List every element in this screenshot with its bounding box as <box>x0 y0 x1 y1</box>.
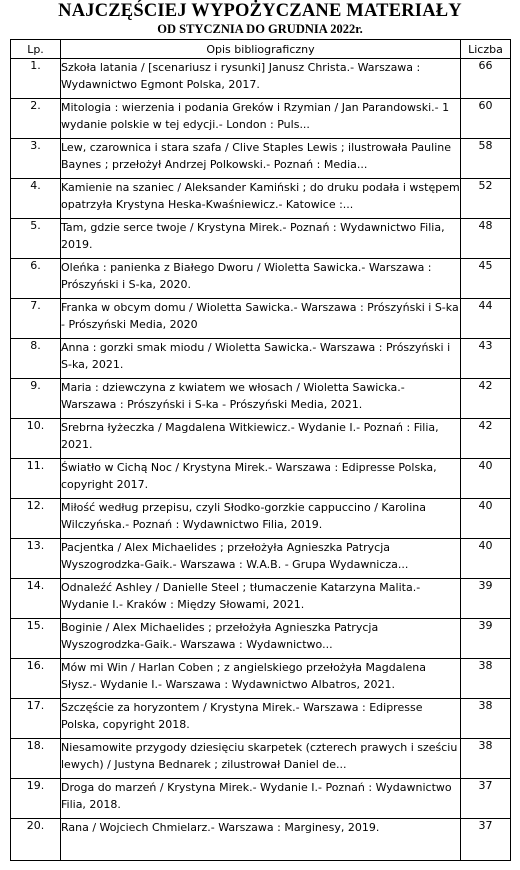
row-number: 12. <box>11 499 61 539</box>
loan-count: 60 <box>461 99 511 139</box>
table-row <box>11 819 511 861</box>
row-description-cell <box>61 219 461 259</box>
loan-count: 44 <box>461 299 511 339</box>
row-number: 19. <box>11 779 61 819</box>
table-row <box>11 419 511 459</box>
bibliographic-description: Pacjentka / Alex Michaelides ; przełożyła Agnieszka Patrycja Wyszogrodzka-Gaik.- Warszawa : W.A.B. - Grupa Wydawnicza... <box>61 541 409 571</box>
loan-count: 40 <box>461 499 511 539</box>
loan-count: 43 <box>461 339 511 379</box>
row-description-cell <box>61 99 461 139</box>
row-description-cell <box>61 299 461 339</box>
bibliographic-description: Szczęście za horyzontem / Krystyna Mirek.- Warszawa : Edipresse Polska, copyright 2018. <box>61 701 423 731</box>
row-description-cell <box>61 619 461 659</box>
column-header-lp: Lp. <box>11 40 61 59</box>
row-description-cell <box>61 739 461 779</box>
table-row <box>11 579 511 619</box>
table-row <box>11 739 511 779</box>
bibliographic-description: Mitologia : wierzenia i podania Greków i Rzymian / Jan Parandowski.- 1 wydanie polskie w tej edycji.- London : Puls... <box>61 101 450 131</box>
bibliographic-description: Lew, czarownica i stara szafa / Clive Staples Lewis ; ilustrowała Pauline Baynes ; przełożył Andrzej Polkowski.- Poznań : Media... <box>61 141 451 171</box>
loan-count: 48 <box>461 219 511 259</box>
table-row <box>11 59 511 99</box>
row-number: 9. <box>11 379 61 419</box>
row-description-cell <box>61 539 461 579</box>
table-header-row <box>11 40 511 59</box>
row-description-cell <box>61 259 461 299</box>
row-number: 10. <box>11 419 61 459</box>
row-number: 13. <box>11 539 61 579</box>
row-number: 17. <box>11 699 61 739</box>
loan-count: 37 <box>461 779 511 819</box>
loan-count: 37 <box>461 819 511 861</box>
row-number: 11. <box>11 459 61 499</box>
table-row <box>11 219 511 259</box>
row-description-cell <box>61 659 461 699</box>
row-description-cell <box>61 779 461 819</box>
bibliographic-description: Światło w Cichą Noc / Krystyna Mirek.- Warszawa : Edipresse Polska, copyright 2017. <box>61 461 437 491</box>
bibliographic-description: Tam, gdzie serce twoje / Krystyna Mirek.- Poznań : Wydawnictwo Filia, 2019. <box>61 221 445 251</box>
table-row <box>11 179 511 219</box>
loan-count: 66 <box>461 59 511 99</box>
loan-count: 38 <box>461 699 511 739</box>
column-header-description: Opis bibliograficzny <box>61 40 461 59</box>
loan-count: 45 <box>461 259 511 299</box>
page-subtitle: OD STYCZNIA DO GRUDNIA 2022r. <box>157 22 363 36</box>
table-row <box>11 379 511 419</box>
bibliographic-description: Szkoła latania / [scenariusz i rysunki] Janusz Christa.- Warszawa : Wydawnictwo Egmont Polska, 2017. <box>61 61 421 91</box>
bibliographic-description: Oleńka : panienka z Białego Dworu / Wioletta Sawicka.- Warszawa : Prószyński i S-ka, 2020. <box>61 261 432 291</box>
bibliographic-description: Rana / Wojciech Chmielarz.- Warszawa : Marginesy, 2019. <box>61 821 380 834</box>
bibliographic-description: Boginie / Alex Michaelides ; przełożyła Agnieszka Patrycja Wyszogrodzka-Gaik.- Warszawa : Wydawnictwo... <box>61 621 379 651</box>
row-number: 20. <box>11 819 61 861</box>
row-number: 7. <box>11 299 61 339</box>
bibliographic-description: Anna : gorzki smak miodu / Wioletta Sawicka.- Warszawa : Prószyński i S-ka, 2021. <box>61 341 451 371</box>
bibliographic-description: Franka w obcym domu / Wioletta Sawicka.- Warszawa : Prószyński i S-ka - Prószyński Media, 2020 <box>61 301 459 331</box>
row-number: 14. <box>11 579 61 619</box>
table-row <box>11 139 511 179</box>
loan-count: 42 <box>461 419 511 459</box>
bibliographic-description: Odnaleźć Ashley / Danielle Steel ; tłumaczenie Katarzyna Malita.- Wydanie I.- Kraków : Między Słowami, 2021. <box>61 581 421 611</box>
row-description-cell <box>61 699 461 739</box>
table-row <box>11 619 511 659</box>
row-number: 1. <box>11 59 61 99</box>
table-row <box>11 459 511 499</box>
loan-count: 39 <box>461 619 511 659</box>
row-description-cell <box>61 139 461 179</box>
column-header-count: Liczba <box>461 40 511 59</box>
loan-count: 40 <box>461 459 511 499</box>
loans-table <box>10 39 511 861</box>
row-description-cell <box>61 419 461 459</box>
bibliographic-description: Mów mi Win / Harlan Coben ; z angielskiego przełożyła Magdalena Słysz.- Wydanie I.- Warszawa : Wydawnictwo Albatros, 2021. <box>61 661 426 691</box>
loan-count: 39 <box>461 579 511 619</box>
table-row <box>11 499 511 539</box>
bibliographic-description: Droga do marzeń / Krystyna Mirek.- Wydanie I.- Poznań : Wydawnictwo Filia, 2018. <box>61 781 452 811</box>
loan-count: 38 <box>461 659 511 699</box>
row-description-cell <box>61 179 461 219</box>
bibliographic-description: Niesamowite przygody dziesięciu skarpetek (czterech prawych i sześciu lewych) / Justyna Bednarek ; zilustrował Daniel de... <box>61 741 458 771</box>
table-row <box>11 99 511 139</box>
table-row <box>11 779 511 819</box>
table-row <box>11 339 511 379</box>
row-number: 4. <box>11 179 61 219</box>
bibliographic-description: Srebrna łyżeczka / Magdalena Witkiewicz.- Wydanie I.- Poznań : Filia, 2021. <box>61 421 439 451</box>
table-row <box>11 659 511 699</box>
table-row <box>11 299 511 339</box>
page-title: NAJCZĘŚCIEJ WYPOŻYCZANE MATERIAŁY <box>58 1 462 21</box>
row-number: 8. <box>11 339 61 379</box>
loan-count: 58 <box>461 139 511 179</box>
row-description-cell <box>61 819 461 861</box>
table-row <box>11 259 511 299</box>
row-description-cell <box>61 459 461 499</box>
row-description-cell <box>61 59 461 99</box>
row-number: 18. <box>11 739 61 779</box>
row-number: 16. <box>11 659 61 699</box>
loan-count: 38 <box>461 739 511 779</box>
table-row <box>11 699 511 739</box>
row-description-cell <box>61 339 461 379</box>
table-row <box>11 539 511 579</box>
row-number: 2. <box>11 99 61 139</box>
bibliographic-description: Maria : dziewczyna z kwiatem we włosach / Wioletta Sawicka.- Warszawa : Prószyński i S-ka - Prószyński Media, 2021. <box>61 381 405 411</box>
row-description-cell <box>61 379 461 419</box>
loan-count: 42 <box>461 379 511 419</box>
bibliographic-description: Miłość według przepisu, czyli Słodko-gorzkie cappuccino / Karolina Wilczyńska.- Poznań : Wydawnictwo Filia, 2019. <box>61 501 426 531</box>
loan-count: 52 <box>461 179 511 219</box>
row-number: 6. <box>11 259 61 299</box>
row-number: 5. <box>11 219 61 259</box>
row-number: 15. <box>11 619 61 659</box>
row-description-cell <box>61 499 461 539</box>
loan-count: 40 <box>461 539 511 579</box>
row-number: 3. <box>11 139 61 179</box>
row-description-cell <box>61 579 461 619</box>
bibliographic-description: Kamienie na szaniec / Aleksander Kamiński ; do druku podała i wstępem opatrzyła Krystyna Heska-Kwaśniewicz.- Katowice :... <box>61 181 460 211</box>
